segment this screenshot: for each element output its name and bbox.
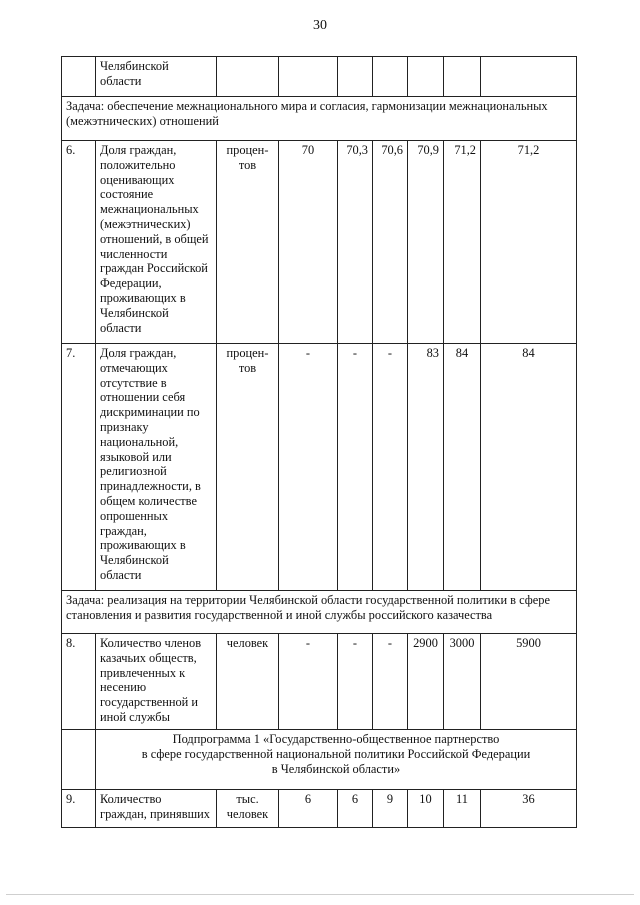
indicator-name: Доля граждан, отмечающих отсутствие в отношении себя дискриминации по признаку национальной, языковой или религиозной принадлежности, в общем количестве опрошенных граждан, проживающих в Челябинской области (100, 346, 201, 582)
value: - (352, 636, 358, 650)
subprogram-row (62, 730, 577, 790)
unit-cell (217, 790, 279, 828)
value-cell (338, 141, 373, 344)
value-cell (373, 141, 408, 344)
value: 70,3 (346, 143, 368, 157)
unit-cell (217, 141, 279, 344)
value: - (387, 636, 393, 650)
table-row (62, 344, 577, 591)
value-cell (279, 57, 338, 97)
value: 70,9 (417, 143, 439, 157)
value-cell (373, 57, 408, 97)
indicator-name: Доля граждан, положительно оценивающих состояние межнациональных (межэтнических) отношений, в общей численности граждан Российской Федерации, проживающих в Челябинской области (100, 143, 209, 335)
table-row (62, 141, 577, 344)
unit-cell (217, 344, 279, 591)
value: 6 (351, 792, 359, 806)
row-number-cell (62, 790, 96, 828)
value-cell (373, 344, 408, 591)
value-cell (408, 790, 444, 828)
unit: человек (226, 636, 269, 650)
value-cell (338, 57, 373, 97)
value-cell (408, 344, 444, 591)
value: 9 (386, 792, 394, 806)
unit: процен- тов (226, 346, 269, 375)
row-number: 9. (66, 792, 76, 806)
page-number: 30 (313, 18, 327, 33)
value: 3000 (449, 636, 475, 650)
total-cell (481, 790, 577, 828)
unit: тыс. человек (226, 792, 269, 821)
row-number-cell (62, 730, 96, 790)
value: - (352, 346, 358, 360)
total-cell (481, 634, 577, 730)
indicator-name: Количество членов казачьих обществ, привлеченных к несению государственной и иной службы (100, 636, 202, 724)
value: 71,2 (454, 143, 476, 157)
value: - (305, 346, 311, 360)
unit: процен- тов (226, 143, 269, 172)
row-number-cell (62, 344, 96, 591)
value: 70,6 (381, 143, 403, 157)
value-cell (279, 634, 338, 730)
subprogram-heading (96, 730, 577, 790)
value: 84 (455, 346, 469, 360)
total-cell (481, 57, 577, 97)
value-cell (279, 344, 338, 591)
indicator-name: Количество граждан, принявших (100, 792, 210, 821)
indicator-name-cell (96, 344, 217, 591)
value-cell (444, 141, 481, 344)
value-cell (408, 57, 444, 97)
subprogram-title: Подпрограмма 1 «Государственно-общественное партнерство в сфере государственной национальной политики Российской Федерации в Челябинской области» (141, 732, 531, 776)
value: 70 (301, 143, 315, 157)
total-value: 36 (522, 792, 535, 806)
value: 6 (304, 792, 312, 806)
value-cell (373, 634, 408, 730)
row-number: 8. (66, 636, 76, 650)
task-text: Задача: реализация на территории Челябинской области государственной политики в сфере становления и развития государственной и иной службы российского казачества (66, 593, 551, 622)
value-cell (408, 141, 444, 344)
total-cell (481, 344, 577, 591)
row-number-cell (62, 141, 96, 344)
table-row (62, 634, 577, 730)
task-text: Задача: обеспечение межнационального мира и согласия, гармонизации межнациональных (межэтнических) отношений (66, 99, 548, 128)
task-heading (62, 591, 577, 634)
value-cell (338, 790, 373, 828)
indicator-name-cell (96, 57, 217, 97)
value-cell (279, 141, 338, 344)
indicator-name-cell (96, 790, 217, 828)
value: - (305, 636, 311, 650)
unit-cell (217, 57, 279, 97)
value-cell (444, 634, 481, 730)
value-cell (444, 344, 481, 591)
value: - (387, 346, 393, 360)
total-value: 5900 (516, 636, 541, 650)
row-number: 7. (66, 346, 76, 360)
value: 11 (456, 792, 468, 806)
value: 10 (419, 792, 432, 806)
task-row (62, 591, 577, 634)
indicator-name-cell (96, 634, 217, 730)
value-cell (338, 634, 373, 730)
value: 2900 (413, 636, 438, 650)
value-cell (444, 57, 481, 97)
page-edge-divider (6, 894, 634, 895)
total-value: 71,2 (517, 143, 540, 157)
row-number: 6. (66, 143, 76, 157)
value-cell (338, 344, 373, 591)
unit-cell (217, 634, 279, 730)
row-number-cell (62, 634, 96, 730)
indicators-table (61, 56, 577, 828)
value-cell (408, 634, 444, 730)
table-row (62, 57, 577, 97)
table-row (62, 790, 577, 828)
task-row (62, 97, 577, 141)
value-cell (373, 790, 408, 828)
row-number-cell (62, 57, 96, 97)
indicator-name-cell (96, 141, 217, 344)
total-cell (481, 141, 577, 344)
value-cell (279, 790, 338, 828)
value-cell (444, 790, 481, 828)
total-value: 84 (522, 346, 535, 360)
value: 83 (426, 346, 439, 360)
indicator-name: Челябинской области (100, 59, 169, 88)
task-heading (62, 97, 577, 141)
